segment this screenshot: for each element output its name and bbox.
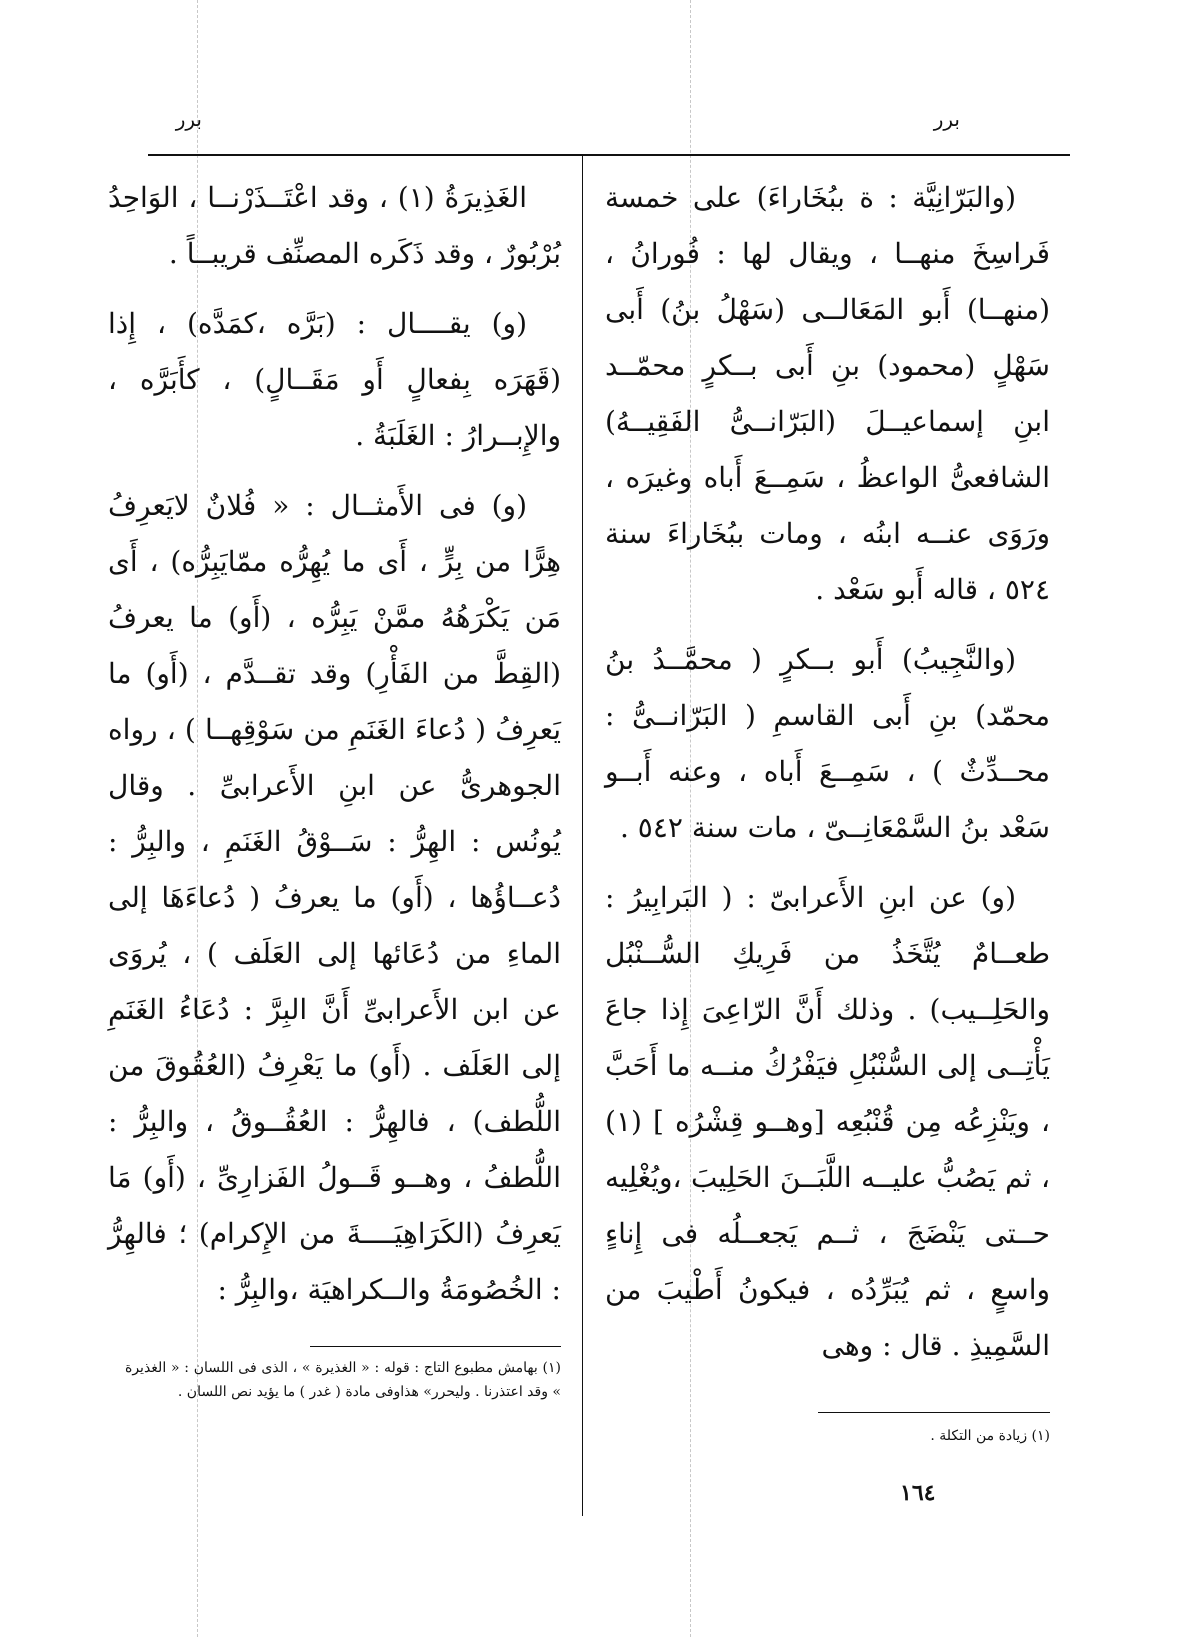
right-column — [605, 170, 1050, 1388]
column-divider — [582, 156, 583, 1516]
header-rule — [148, 154, 1070, 156]
entry-paragraph: (و) عن ابنِ الأَعرابىّ : ( البَرابِيرُ : طعــامٌ يُتَّخَذُ من فَرِيكِ السُّــنْبُل والحَلِــيب) . وذلك أَنَّ الرّاعِىَ إِذا جاعَ يَأْتِــى إلى السُّنْبُلِ فيَفْرُكُ منــه ما أَحَبَّ ، ويَنْزِعُه مِن قُنْبُعِه [وهــو قِشْرُه ] (١) ، ثم يَصُبُّ عليــه اللَّبَــنَ الحَلِيبَ ،ويُغْلِيه حــتى يَنْضَجَ ، ثــم يَجعــلُه فى إِناءٍ واسعٍ ، ثم يُبَرِّدُه ، فيكونُ أَطْيبَ من السَّمِيذِ . قال : وهى — [605, 881, 1050, 1362]
running-header-right: برر — [933, 107, 960, 131]
footnote-rule-right — [818, 1412, 1050, 1413]
page-number: ١٦٤ — [900, 1480, 936, 1506]
footnote-rule-left — [310, 1346, 561, 1347]
footnote-right: (١) زيادة من التكلة . — [930, 1428, 1050, 1444]
left-column — [108, 170, 561, 1332]
running-header-left: برر — [175, 107, 202, 131]
footnote-left: (١) بهامش مطبوع التاج : قوله : « الغذيرة » ، الذى فى اللسان : « الغذيرة » وقد اعتذرنا . وليحرر» هذاوفى مادة ( غدر ) ما يؤيد نص اللسان . — [125, 1360, 561, 1400]
entry-paragraph: الغَذِيرَةُ (١) ، وقد اعْتَــذَرْنــا ، الوَاحِدُ بُرْبُورٌ ، وقد ذَكَره المصنِّف قريبــاً . — [108, 181, 561, 270]
entry-paragraph: (والنَّجِيبُ) أَبو بــكرٍ ( محمَّــدُ بنُ محمّد) بنِ أَبى القاسمِ ( البَرّانــىُّ : محــدِّثٌ ) ، سَمِــعَ أَباه ، وعنه أَبــو سَعْد بنُ السَّمْعَانِــىّ ، مات سنة ٥٤٢ . — [605, 643, 1050, 844]
entry-paragraph: (والبَرّانِيَّة : ة ببُخَاراءَ) على خمسة فَراسِخَ منهــا ، ويقال لها : فُورانُ ، (منهــا) أَبو المَعَالــى (سَهْلُ بنُ) أَبى سَهْلٍ (محمود) بنِ أَبى بــكرٍ محمّــد ابنِ إسماعيــلَ (البَرّانــىُّ الفَقِيــهُ) الشافعىُّ الواعظُ ، سَمِــعَ أَباه وغيرَه ، ورَوَى عنــه ابنُه ، ومات ببُخَاراءَ سنة ٥٢٤ ، قاله أَبو سَعْد . — [605, 181, 1050, 606]
entry-paragraph: (و) يقــــال : (بَرَّه ،كمَدَّه) ، إِذا (قَهَرَه بِفعالٍ أَو مَقَــالٍ) ، كأَبَرَّه ، والإِبــرارُ : الغَلَبَةُ . — [108, 307, 561, 452]
entry-paragraph: (و) فى الأَمثــال : « فُلانٌ لايَعرِفُ هِرًّا من بِرٍّ ، أَى ما يُهِرُّه ممّايَبِرُّه) ، أَى مَن يَكْرَهُهُ ممَّنْ يَبِرُّه ، (أَو) ما يعرفُ (القِطَّ من الفَأْرِ) وقد تقــدَّم ، (أَو) ما يَعرِفُ ( دُعاءَ الغَنَمِ من سَوْقِهــا ) ، رواه الجوهرىُّ عن ابنِ الأَعرابىِّ . وقال يُونُس : الهِرُّ : سَــوْقُ الغَنَمِ ، والبِرُّ : دُعــاؤُها ، (أَو) ما يعرفُ ( دُعاءَهَا إلى الماءِ من دُعَائها إلى العَلَف ) ، يُروَى عن ابن الأَعرابىِّ أَنَّ البِرَّ : دُعَاءُ الغَنَمِ إلى العَلَف . (أَو) ما يَعْرِفُ (العُقُوقَ من اللُّطف) ، فالهِرُّ : العُقُــوقُ ، والبِرُّ : اللُّطفُ ، وهــو قَــولُ الفَزارِىِّ ، (أَو) مَا يَعرِفُ (الكَرَاهِيَــــةَ من الإِكرام) ؛ فالهِرُّ : الخُصُومَةُ والــكراهيَة ،والبِرُّ : — [108, 489, 562, 1306]
